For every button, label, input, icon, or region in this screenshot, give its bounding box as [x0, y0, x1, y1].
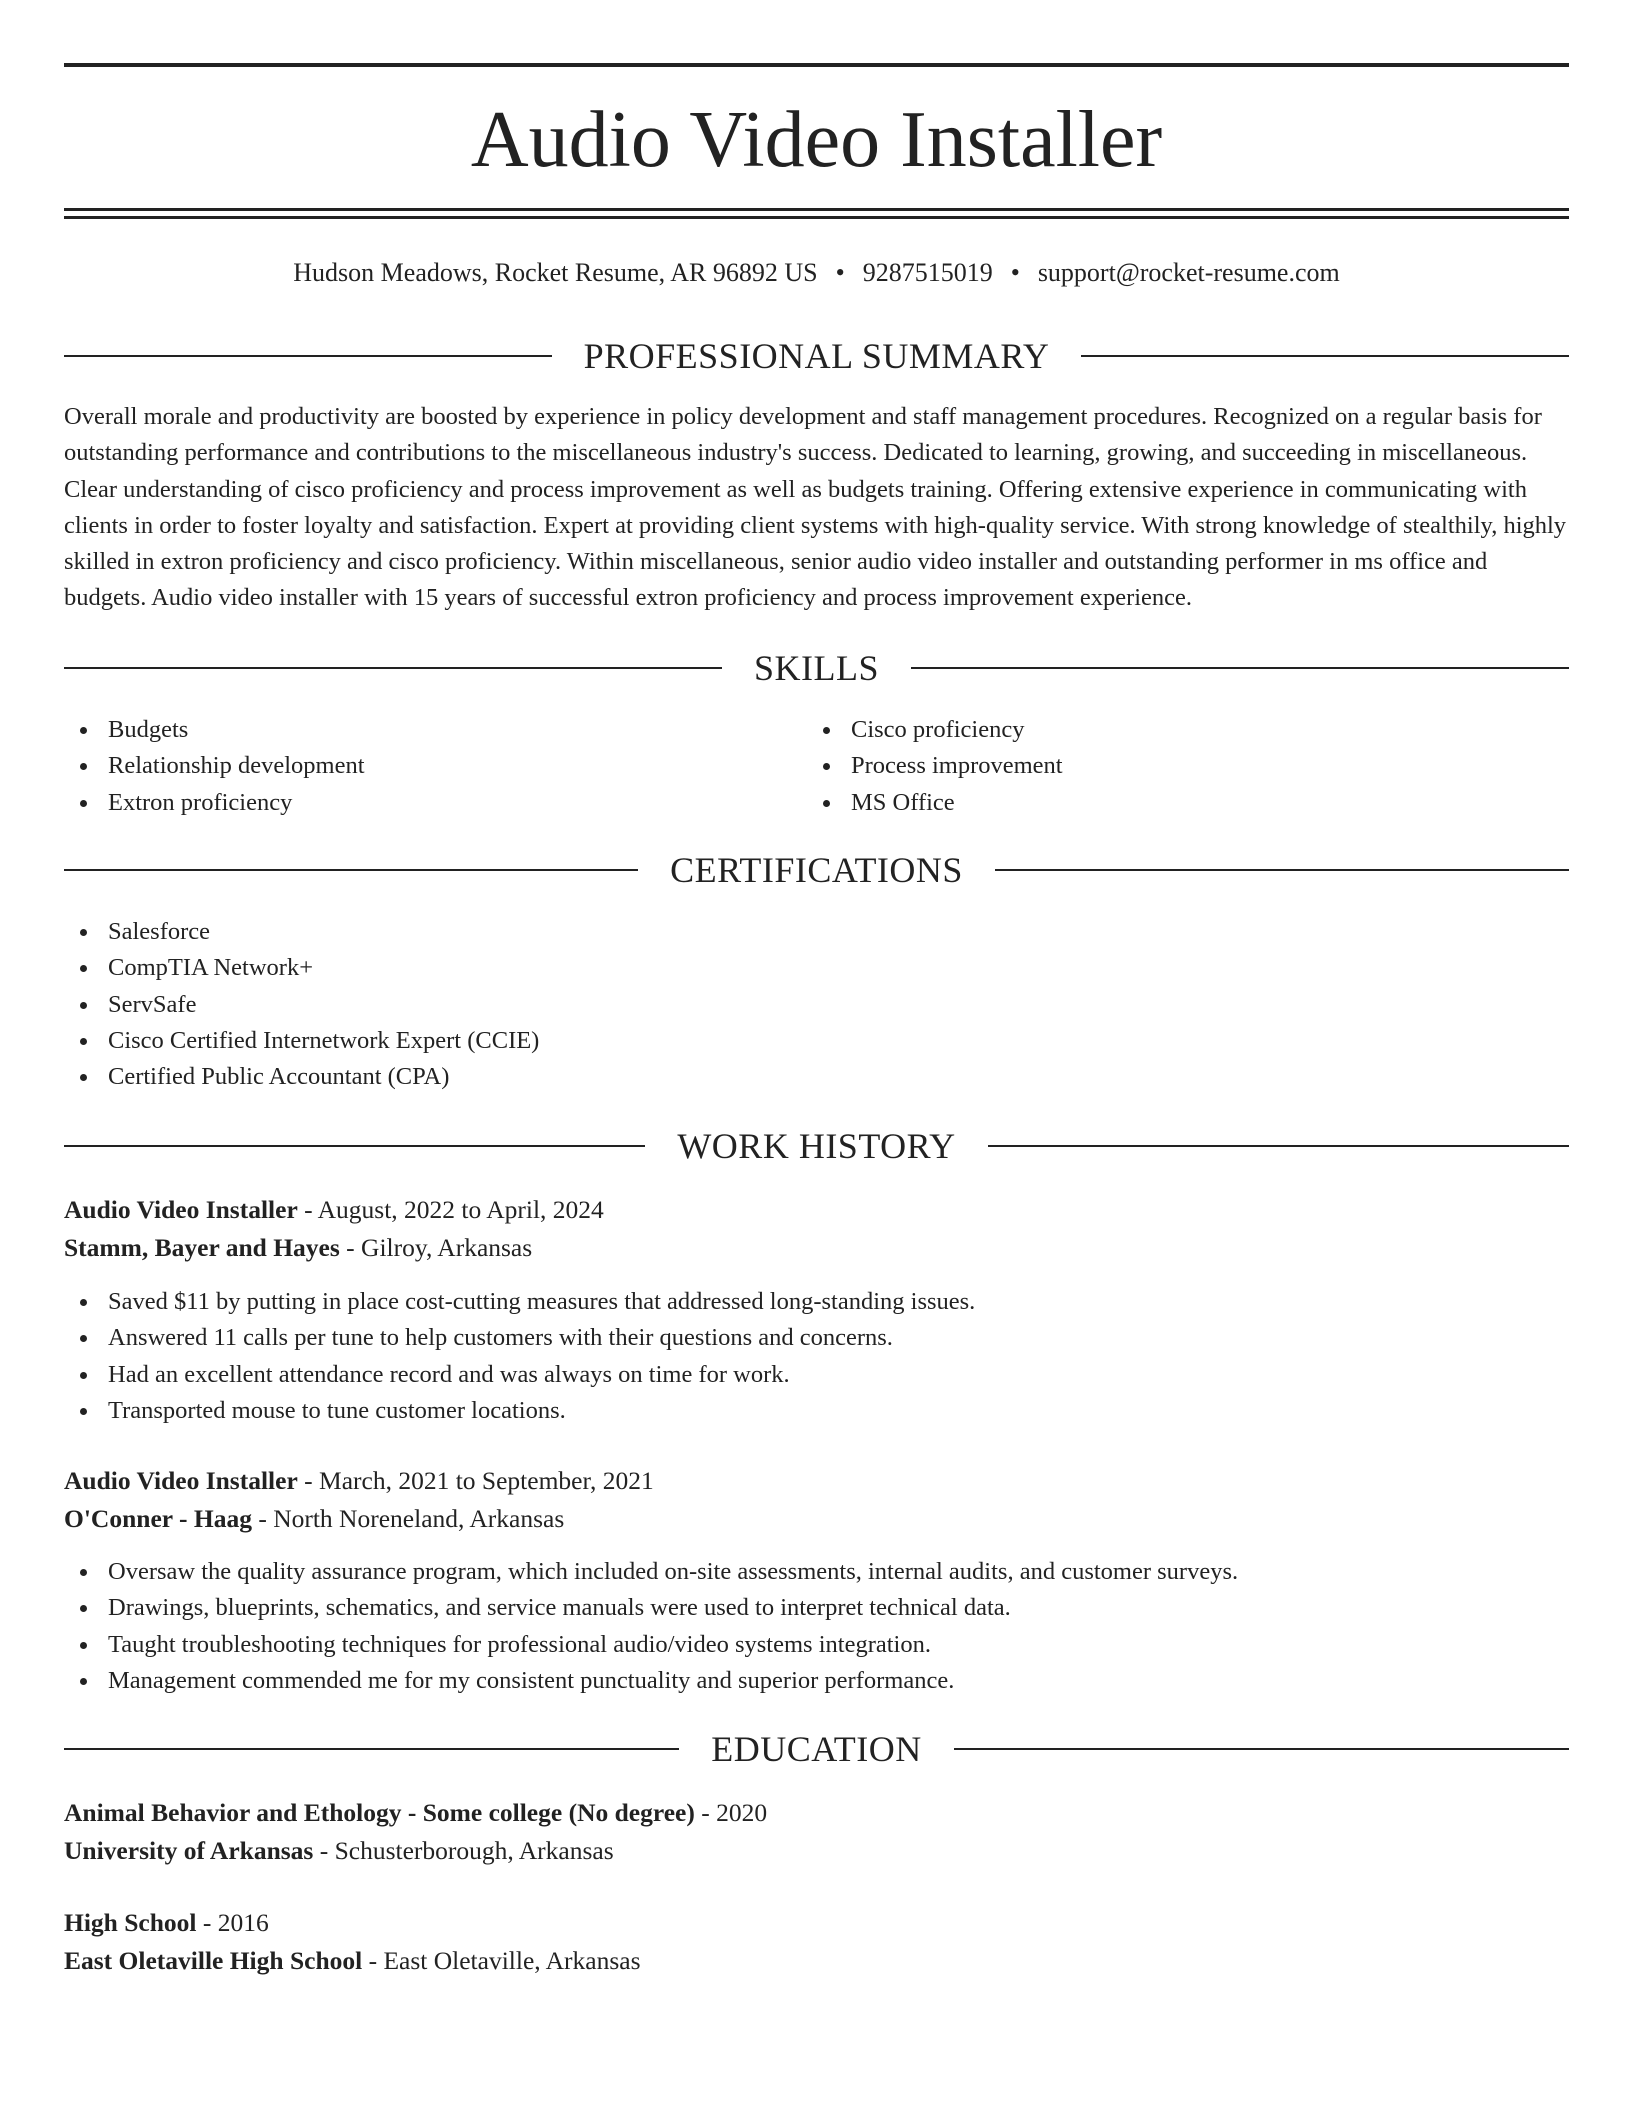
section-title: PROFESSIONAL SUMMARY: [583, 336, 1050, 376]
skills-list-left: [64, 712, 365, 821]
education-school-line: [64, 1832, 614, 1870]
job-title: Audio Video Installer: [64, 1466, 298, 1495]
job-bullets: [64, 1554, 1238, 1699]
skill-item: Relationship development: [64, 748, 365, 784]
job-dates: - August, 2022 to April, 2024: [297, 1195, 604, 1224]
job-bullet: Drawings, blueprints, schematics, and service manuals were used to interpret technical data.: [64, 1590, 1238, 1626]
heading-rule: [988, 1145, 1569, 1147]
heading-rule: [64, 869, 638, 871]
heading-rule: [995, 869, 1569, 871]
job-company: Stamm, Bayer and Hayes: [64, 1233, 340, 1262]
education-year: - 2016: [196, 1908, 269, 1937]
section-heading-work-history: [64, 1124, 1569, 1168]
job-title-line: [64, 1462, 654, 1500]
section-heading-education: [64, 1727, 1569, 1771]
job-bullet: Taught troubleshooting techniques for professional audio/video systems integration.: [64, 1627, 1238, 1663]
header-double-rule-upper: [64, 208, 1569, 211]
skill-item: Budgets: [64, 712, 365, 748]
section-title: EDUCATION: [711, 1729, 922, 1769]
skill-item: MS Office: [807, 785, 1063, 821]
contact-line: [64, 255, 1569, 291]
certifications-list: [64, 914, 539, 1095]
job-company: O'Conner - Haag: [64, 1504, 252, 1533]
job-bullets: [64, 1284, 975, 1429]
heading-rule: [64, 355, 552, 357]
header-top-rule: [64, 63, 1569, 67]
section-heading-certifications: [64, 848, 1569, 892]
education-degree: Animal Behavior and Ethology - Some college (No degree): [64, 1798, 695, 1827]
education-location: - Schusterborough, Arkansas: [313, 1836, 614, 1865]
job-location: - North Noreneland, Arkansas: [251, 1504, 565, 1533]
job-bullet: Saved $11 by putting in place cost-cutting measures that addressed long-standing issues.: [64, 1284, 975, 1320]
skill-item: Cisco proficiency: [807, 712, 1063, 748]
job-title: Audio Video Installer: [64, 1195, 298, 1224]
section-title: CERTIFICATIONS: [670, 850, 963, 890]
header-double-rule-lower: [64, 216, 1569, 219]
job-location: - Gilroy, Arkansas: [339, 1233, 533, 1262]
job-bullet: Transported mouse to tune customer locations.: [64, 1393, 975, 1429]
certification-item: Cisco Certified Internetwork Expert (CCIE): [64, 1023, 539, 1059]
certification-item: Salesforce: [64, 914, 539, 950]
heading-rule: [64, 1145, 645, 1147]
heading-rule: [954, 1748, 1569, 1750]
section-title: SKILLS: [754, 648, 880, 688]
heading-rule: [64, 667, 722, 669]
education-location: - East Oletaville, Arkansas: [362, 1946, 641, 1975]
job-bullet: Oversaw the quality assurance program, which included on-site assessments, internal audits, and customer surveys.: [64, 1554, 1238, 1590]
skill-item: Extron proficiency: [64, 785, 365, 821]
job-company-line: [64, 1229, 532, 1267]
contact-email: support@rocket-resume.com: [1037, 258, 1340, 287]
job-dates: - March, 2021 to September, 2021: [297, 1466, 654, 1495]
section-heading-summary: [64, 334, 1569, 378]
contact-phone: 9287515019: [862, 258, 993, 287]
job-bullet: Answered 11 calls per tune to help customers with their questions and concerns.: [64, 1320, 975, 1356]
certification-item: Certified Public Accountant (CPA): [64, 1059, 539, 1095]
education-year: - 2020: [694, 1798, 768, 1827]
education-school: East Oletaville High School: [64, 1946, 363, 1975]
job-bullet: Management commended me for my consistent punctuality and superior performance.: [64, 1663, 1238, 1699]
job-title-line: [64, 1191, 604, 1229]
education-degree: High School: [64, 1908, 197, 1937]
section-heading-skills: [64, 646, 1569, 690]
contact-separator: •: [1010, 258, 1020, 287]
certification-item: CompTIA Network+: [64, 950, 539, 986]
heading-rule: [64, 1748, 679, 1750]
section-title: WORK HISTORY: [677, 1126, 956, 1166]
summary-text: Overall morale and productivity are boosted by experience in policy development and staff management procedures. Recognized on a regular basis for outstanding performance and contributions to the miscellaneous industry's success. Dedicated to learning, growing, and succeeding in miscellaneous. Clear understanding of cisco proficiency and process improvement as well as budgets training. Offering extensive experience in communicating with clients in order to foster loyalty and satisfaction. Expert at providing client systems with high-quality service. With strong knowledge of stealthily, highly skilled in extron proficiency and cisco proficiency. Within miscellaneous, senior audio video installer and outstanding performer in ms office and budgets. Audio video installer with 15 years of successful extron proficiency and process improvement experience.: [64, 403, 1567, 612]
skill-item: Process improvement: [807, 748, 1063, 784]
education-degree-line: [64, 1904, 269, 1942]
resume-title: Audio Video Installer: [470, 96, 1163, 184]
skills-list-right: [807, 712, 1063, 821]
education-degree-line: [64, 1794, 767, 1832]
job-bullet: Had an excellent attendance record and was always on time for work.: [64, 1357, 975, 1393]
education-school: University of Arkansas: [64, 1836, 314, 1865]
education-school-line: [64, 1942, 641, 1980]
heading-rule: [911, 667, 1569, 669]
job-company-line: [64, 1500, 564, 1538]
heading-rule: [1081, 355, 1569, 357]
contact-separator: •: [835, 258, 845, 287]
certification-item: ServSafe: [64, 987, 539, 1023]
contact-address: Hudson Meadows, Rocket Resume, AR 96892 US: [293, 258, 818, 287]
